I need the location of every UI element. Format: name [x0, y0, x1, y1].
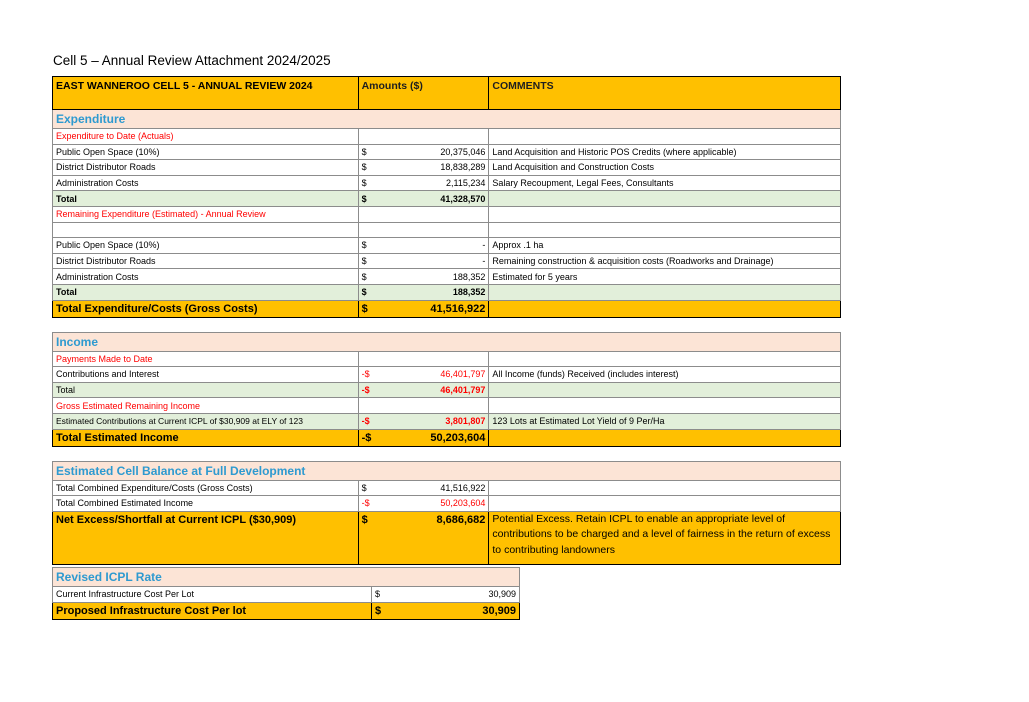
grand-total-label: Total Expenditure/Costs (Gross Costs) — [53, 300, 359, 317]
spacer-row — [53, 446, 841, 461]
table-row — [53, 413, 841, 429]
row-comment: Approx .1 ha — [489, 238, 841, 254]
total-amount: 41,328,570 — [440, 193, 486, 204]
grand-total-amount: 50,203,604 — [430, 431, 486, 444]
net-currency: $ — [361, 513, 368, 526]
blank-row — [53, 222, 841, 238]
subheading-row — [53, 206, 841, 222]
income-heading: Income — [53, 332, 841, 351]
total-amount: 188,352 — [452, 287, 486, 298]
row-currency: $ — [361, 146, 367, 157]
icpl-section — [53, 568, 520, 587]
balance-section — [53, 461, 841, 480]
expenditure-to-date-label: Expenditure to Date (Actuals) — [53, 129, 359, 145]
total-currency: $ — [361, 287, 367, 298]
annual-review-table — [52, 76, 841, 565]
icpl-table — [52, 567, 519, 620]
table-row — [53, 367, 841, 383]
table-row — [53, 238, 841, 254]
total-row — [53, 191, 841, 207]
row-amount: 41,516,922 — [440, 482, 486, 493]
row-comment: Salary Recoupment, Legal Fees, Consultants — [489, 175, 841, 191]
expenditure-heading: Expenditure — [53, 110, 841, 129]
net-excess-row — [53, 511, 841, 564]
total-label: Total — [53, 284, 359, 300]
table-row — [53, 144, 841, 160]
row-label: Current Infrastructure Cost Per Lot — [53, 587, 372, 603]
row-amount: 18,838,289 — [440, 162, 486, 173]
total-label: Total — [53, 191, 359, 207]
row-comment: Estimated for 5 years — [489, 269, 841, 285]
row-currency: $ — [361, 162, 367, 173]
row-label: District Distributor Roads — [53, 160, 359, 176]
grand-total-currency: -$ — [361, 431, 372, 444]
table-row — [53, 269, 841, 285]
spacer-row — [53, 317, 841, 332]
row-label: Public Open Space (10%) — [53, 238, 359, 254]
subheading-row — [53, 129, 841, 145]
header-comments: COMMENTS — [489, 77, 841, 110]
table-row — [53, 253, 841, 269]
grand-total-amount: 41,516,922 — [430, 302, 486, 315]
row-label: Total Combined Estimated Income — [53, 496, 359, 512]
table-row — [53, 496, 841, 512]
header-title: EAST WANNEROO CELL 5 - ANNUAL REVIEW 2024 — [53, 77, 359, 110]
row-amount: 3,801,807 — [445, 416, 486, 427]
income-section — [53, 332, 841, 351]
total-row — [53, 284, 841, 300]
remaining-expenditure-label: Remaining Expenditure (Estimated) - Annual Review — [53, 206, 359, 222]
row-currency: $ — [361, 240, 367, 251]
row-comment: Remaining construction & acquisition costs (Roadworks and Drainage) — [489, 253, 841, 269]
row-amount: 30,909 — [488, 589, 517, 600]
grand-total-row — [53, 300, 841, 317]
total-row — [53, 382, 841, 398]
row-currency: -$ — [361, 498, 370, 509]
table-row — [53, 480, 841, 496]
total-currency: $ — [361, 193, 367, 204]
proposed-label: Proposed Infrastructure Cost Per lot — [53, 602, 372, 619]
row-amount: 20,375,046 — [440, 146, 486, 157]
row-comment: Land Acquisition and Historic POS Credits (where applicable) — [489, 144, 841, 160]
row-currency: $ — [361, 482, 367, 493]
row-currency: $ — [361, 271, 367, 282]
row-label: Public Open Space (10%) — [53, 144, 359, 160]
row-currency: $ — [375, 589, 381, 600]
subheading-row — [53, 398, 841, 414]
row-label: Administration Costs — [53, 269, 359, 285]
grand-total-currency: $ — [361, 302, 368, 315]
row-currency: -$ — [361, 369, 370, 380]
row-amount: 188,352 — [452, 271, 486, 282]
document-title: Cell 5 – Annual Review Attachment 2024/2025 — [53, 53, 331, 68]
proposed-amount: 30,909 — [482, 604, 517, 617]
grand-total-label: Total Estimated Income — [53, 429, 359, 446]
row-currency: $ — [361, 256, 367, 267]
total-currency: -$ — [361, 385, 370, 396]
row-amount: - — [482, 256, 486, 267]
row-amount: - — [482, 240, 486, 251]
row-amount: 50,203,604 — [440, 498, 486, 509]
row-comment: All Income (funds) Received (includes interest) — [489, 367, 841, 383]
row-comment: Land Acquisition and Construction Costs — [489, 160, 841, 176]
table-header — [53, 77, 841, 110]
net-label: Net Excess/Shortfall at Current ICPL ($30,909) — [53, 511, 359, 564]
balance-heading: Estimated Cell Balance at Full Development — [53, 461, 841, 480]
row-amount: 2,115,234 — [446, 178, 486, 189]
total-label: Total — [53, 382, 359, 398]
table-row — [53, 160, 841, 176]
row-currency: -$ — [361, 416, 370, 427]
row-comment: 123 Lots at Estimated Lot Yield of 9 Per/Ha — [489, 413, 841, 429]
proposed-currency: $ — [375, 604, 382, 617]
table-row — [53, 587, 520, 603]
grand-total-row — [53, 429, 841, 446]
icpl-heading: Revised ICPL Rate — [53, 568, 520, 587]
total-amount: 46,401,797 — [440, 385, 486, 396]
row-label: District Distributor Roads — [53, 253, 359, 269]
expenditure-section — [53, 110, 841, 129]
row-label: Estimated Contributions at Current ICPL of $30,909 at ELY of 123 — [53, 413, 359, 429]
row-label: Contributions and Interest — [53, 367, 359, 383]
row-currency: $ — [361, 178, 367, 189]
row-label: Total Combined Expenditure/Costs (Gross Costs) — [53, 480, 359, 496]
payments-label: Payments Made to Date — [53, 351, 359, 367]
subheading-row — [53, 351, 841, 367]
gross-remaining-label: Gross Estimated Remaining Income — [53, 398, 359, 414]
net-amount: 8,686,682 — [436, 513, 486, 526]
net-comment: Potential Excess. Retain ICPL to enable an appropriate level of contributions to be charged and a level of fairness in the return of excess to contributing landowners — [489, 511, 841, 564]
proposed-icpl-row — [53, 602, 520, 619]
header-amounts: Amounts ($) — [358, 77, 489, 110]
table-row — [53, 175, 841, 191]
row-amount: 46,401,797 — [440, 369, 486, 380]
row-label: Administration Costs — [53, 175, 359, 191]
